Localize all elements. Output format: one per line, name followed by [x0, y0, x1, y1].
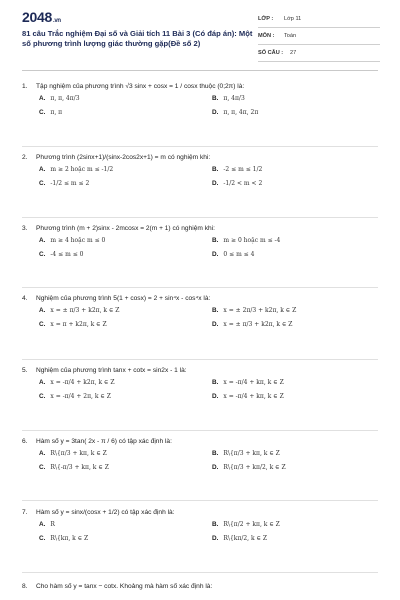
meta-key: LỚP : — [258, 16, 274, 22]
option-b[interactable]: B. -2 ≤ m ≤ 1/2 — [212, 166, 263, 173]
question-5 — [22, 366, 382, 406]
option-b[interactable]: B. x = ± 2π/3 + k2π, k ∈ Z — [212, 307, 297, 314]
question-1 — [22, 82, 382, 122]
option-c[interactable]: C. π, π — [39, 109, 63, 116]
question-4 — [22, 294, 382, 334]
option-a[interactable]: A. x = -π/4 + k2π, k ∈ Z — [39, 379, 115, 386]
site-logo[interactable] — [22, 9, 61, 25]
question-text: Nghiệm của phương trình tanx + cotx = sin2x - 1 là: — [36, 367, 187, 374]
option-d[interactable]: D. -1/2 < m < 2 — [212, 180, 263, 187]
meta-row-class — [258, 13, 380, 28]
question-number: 8. — [22, 583, 28, 590]
option-c[interactable]: C. R\{kπ, k ∈ Z — [39, 535, 89, 542]
option-a[interactable]: A. R — [39, 521, 55, 528]
question-6 — [22, 437, 382, 477]
question-text: Phương trình (m + 2)sinx - 2mcosx = 2(m + 1) có nghiệm khi: — [36, 225, 215, 232]
meta-value: Toán — [284, 33, 297, 39]
option-d[interactable]: D. R\{kπ/2, k ∈ Z — [212, 535, 268, 542]
question-text: Hàm số y = 3tan( 2x - π / 6) có tập xác định là: — [36, 438, 172, 445]
question-text: Cho hàm số y = tanx − cotx. Khoảng mà hàm số xác định là: — [36, 583, 213, 590]
question-number: 6. — [22, 438, 28, 445]
document-header — [0, 0, 400, 62]
logo-suffix: .vn — [52, 18, 61, 24]
option-d[interactable]: D. 0 ≤ m ≤ 4 — [212, 251, 255, 258]
meta-row-count — [258, 47, 380, 62]
option-b[interactable]: B. π, 4π/3 — [212, 95, 245, 102]
question-7 — [22, 508, 382, 548]
question-number: 4. — [22, 295, 28, 302]
question-number: 7. — [22, 509, 28, 516]
option-b[interactable]: B. m ≥ 0 hoặc m ≤ -4 — [212, 237, 281, 244]
option-c[interactable]: C. x = π + k2π, k ∈ Z — [39, 321, 107, 328]
meta-value: Lớp 11 — [284, 16, 302, 22]
meta-value: 27 — [290, 50, 297, 56]
option-b[interactable]: B. x = -π/4 + kπ, k ∈ Z — [212, 379, 284, 386]
question-8 — [22, 582, 382, 594]
option-a[interactable]: A. m ≥ 4 hoặc m ≤ 0 — [39, 237, 106, 244]
question-text: Tập nghiệm của phương trình √3 sinx + cosx = 1 / cosx thuộc (0;2π) là: — [36, 83, 245, 90]
question-divider — [22, 217, 378, 218]
question-number: 1. — [22, 83, 28, 90]
option-a[interactable]: A. π, π, 4π/3 — [39, 95, 80, 102]
option-c[interactable]: C. -4 ≤ m ≤ 0 — [39, 251, 84, 258]
question-divider — [22, 146, 378, 147]
option-a[interactable]: A. m ≥ 2 hoặc m ≤ -1/2 — [39, 166, 114, 173]
question-number: 2. — [22, 154, 28, 161]
option-b[interactable]: B. R\{π/2 + kπ, k ∈ Z — [212, 521, 280, 528]
question-divider — [22, 359, 378, 360]
question-divider — [22, 430, 378, 431]
question-number: 3. — [22, 225, 28, 232]
option-d[interactable]: D. π, π, 4π, 2π — [212, 109, 259, 116]
option-a[interactable]: A. R\{π/3 + kπ, k ∈ Z — [39, 450, 107, 457]
question-text: Hàm số y = sinx/(cosx + 1/2) có tập xác định là: — [36, 509, 175, 516]
meta-key: SỐ CÂU : — [258, 50, 284, 56]
question-2 — [22, 153, 382, 193]
question-text: Phương trình (2sinx+1)/(sinx-2cos2x+1) = m có nghiệm khi: — [36, 154, 211, 161]
option-c[interactable]: C. x = -π/4 + 2π, k ∈ Z — [39, 393, 111, 400]
question-number: 5. — [22, 367, 28, 374]
meta-key: MÔN : — [258, 33, 275, 39]
page-title: 81 câu Trắc nghiệm Đại số và Giải tích 11 Bài 3 (Có đáp án): Một số phương trình lượng giác thường gặp(Đề số 2) — [22, 29, 253, 48]
question-text: Nghiệm của phương trình 5(1 + cosx) = 2 + sin⁴x - cos⁴x là: — [36, 295, 211, 302]
option-c[interactable]: C. -1/2 ≤ m ≤ 2 — [39, 180, 90, 187]
option-b[interactable]: B. R\{π/3 + kπ, k ∈ Z — [212, 450, 280, 457]
option-d[interactable]: D. x = ± π/3 + k2π, k ∈ Z — [212, 321, 293, 328]
question-divider — [22, 287, 378, 288]
question-divider — [22, 500, 378, 501]
question-divider — [22, 572, 378, 573]
logo-text: 2048 — [22, 9, 52, 25]
question-3 — [22, 224, 382, 264]
option-d[interactable]: D. x = -π/4 + kπ, k ∈ Z — [212, 393, 284, 400]
header-divider — [22, 70, 378, 71]
option-c[interactable]: C. R\{-π/3 + kπ, k ∈ Z — [39, 464, 109, 471]
option-a[interactable]: A. x = ± π/3 + k2π, k ∈ Z — [39, 307, 120, 314]
meta-panel — [258, 13, 380, 64]
meta-row-subject — [258, 30, 380, 45]
option-d[interactable]: D. R\{π/3 + kπ/2, k ∈ Z — [212, 464, 286, 471]
